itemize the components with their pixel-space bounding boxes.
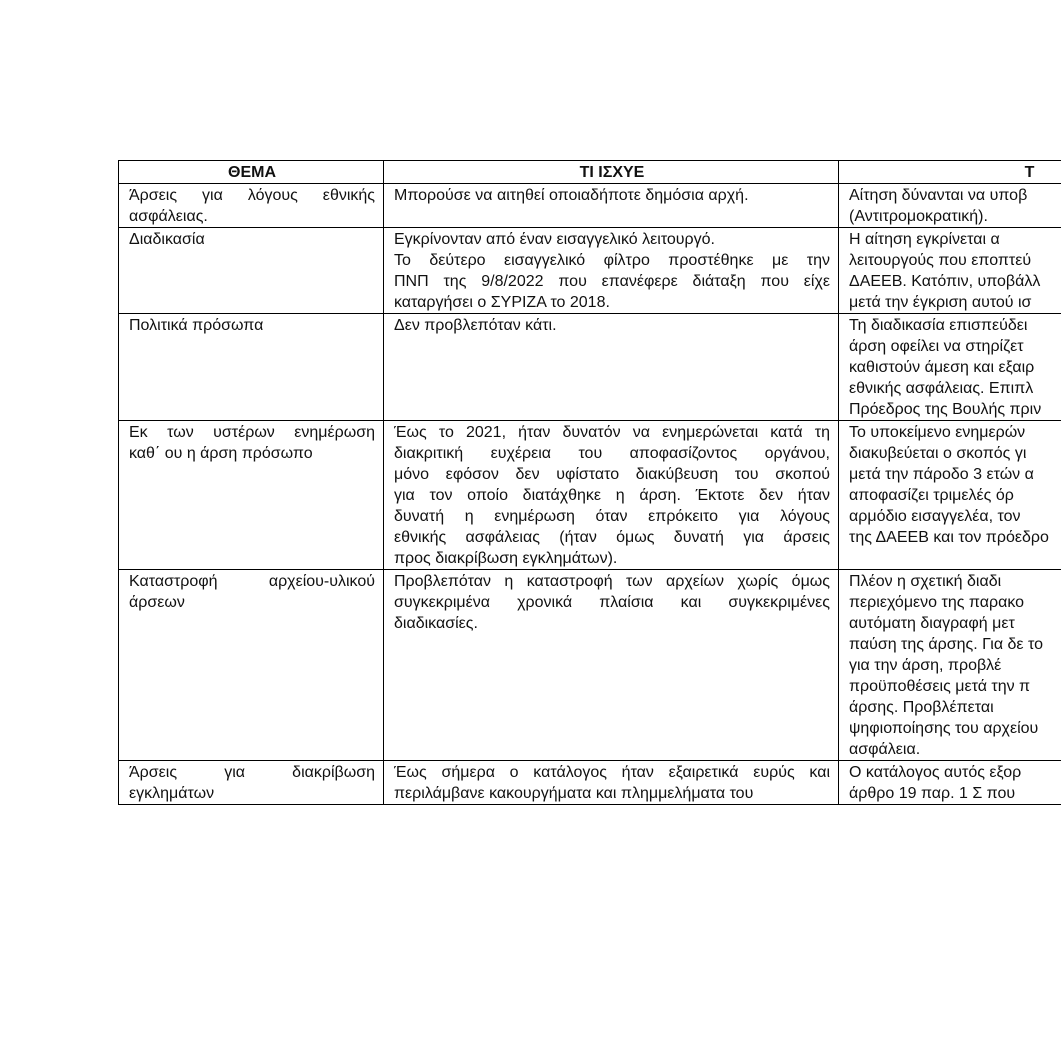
- table-row: [119, 421, 1061, 570]
- cell-text-line: δυνατή η ενημέρωση όταν επρόκειτο για λόγους: [394, 508, 830, 525]
- cell-text-line: ψηφιοποίησης του αρχείου: [849, 720, 1039, 737]
- cell-text-line: διαδικασίες.: [394, 615, 478, 632]
- table-row: [119, 184, 1061, 228]
- cell-text-line: Πολιτικά πρόσωπα: [129, 317, 264, 334]
- cell-text-line: για την άρση, προβλέ: [849, 657, 1002, 674]
- cell-text-line: Η αίτηση εγκρίνεται α: [849, 231, 1000, 248]
- header-now: Τ: [839, 161, 1061, 184]
- header-topic: ΘΕΜΑ: [119, 161, 384, 184]
- cell-before: [384, 228, 839, 314]
- cell-text-line: περιεχόμενο της παρακο: [849, 594, 1025, 611]
- cell-text-line: προς διακρίβωση εγκλημάτων).: [394, 550, 618, 567]
- cell-text-line: αποφασίζει τριμελές όρ: [849, 487, 1014, 504]
- cell-text-line: Το υποκείμενο ενημερών: [849, 424, 1026, 441]
- cell-text-line: άρθρο 19 παρ. 1 Σ που: [849, 785, 1016, 802]
- cell-text-line: μετά την πάροδο 3 ετών α: [849, 466, 1034, 483]
- cell-text-line: μόνο εφόσον δεν υφίστατο διακύβευση του σκοπού: [394, 466, 830, 483]
- cell-text-line: λειτουργούς που εποπτεύ: [849, 252, 1032, 269]
- cell-now: [839, 570, 1061, 761]
- cell-text-line: εθνικής ασφάλειας. Επιπλ: [849, 380, 1034, 397]
- cell-now: [839, 421, 1061, 570]
- cell-before: [384, 570, 839, 761]
- cell-text-line: ασφάλειας.: [129, 208, 208, 225]
- cell-text-line: συγκεκριμένα χρονικά πλαίσια και συγκεκριμένες: [394, 594, 830, 611]
- cell-now: [839, 314, 1061, 421]
- cell-text-line: άρσης. Προβλέπεται: [849, 699, 994, 716]
- cell-before: [384, 184, 839, 228]
- cell-now: [839, 228, 1061, 314]
- cell-text-line: Καταστροφή αρχείου-υλικού: [129, 573, 375, 590]
- cell-topic: [119, 761, 384, 805]
- cell-text-line: διακριτική ευχέρεια του αποφασίζοντος οργάνου,: [394, 445, 830, 462]
- cell-paragraph: [394, 571, 830, 634]
- cell-text-line: εγκλημάτων: [129, 785, 215, 802]
- cell-text-line: Άρσεις για διακρίβωση: [129, 764, 375, 781]
- cell-topic: [119, 421, 384, 570]
- cell-text-line: Εγκρίνονταν από έναν εισαγγελικό λειτουργό.: [394, 231, 715, 248]
- cell-text-line: ΠΝΠ της 9/8/2022 που επανέφερε διάταξη που είχε: [394, 273, 830, 290]
- cell-paragraph: [394, 315, 830, 336]
- cell-paragraph: [394, 422, 830, 569]
- cell-text-line: Πρόεδρος της Βουλής πριν: [849, 401, 1042, 418]
- table-row: [119, 570, 1061, 761]
- header-before: ΤΙ ΙΣΧΥΕ: [384, 161, 839, 184]
- cell-text-line: (Αντιτρομοκρατική).: [849, 208, 988, 225]
- cell-text-line: παύση της άρσης. Για δε το: [849, 636, 1043, 653]
- cell-text-line: εθνικής ασφάλειας (ήταν όμως δυνατή για άρσεις: [394, 529, 830, 546]
- cell-text-line: άρση οφείλει να στηρίζετ: [849, 338, 1024, 355]
- cell-text-line: προϋποθέσεις μετά την π: [849, 678, 1031, 695]
- cell-text-line: αυτόματη διαγραφή μετ: [849, 615, 1015, 632]
- cell-now: [839, 761, 1061, 805]
- cell-text-line: Ο κατάλογος αυτός εξορ: [849, 764, 1022, 781]
- cell-paragraph: [394, 762, 830, 804]
- cell-paragraph: [394, 185, 830, 206]
- comparison-table: [118, 160, 1061, 805]
- cell-text-line: Άρσεις για λόγους εθνικής: [129, 187, 375, 204]
- cell-text-line: ΔΑΕΕΒ. Κατόπιν, υποβάλλ: [849, 273, 1041, 290]
- cell-topic: [119, 570, 384, 761]
- cell-text-line: Το δεύτερο εισαγγελικό φίλτρο προστέθηκε με την: [394, 252, 830, 269]
- cell-text-line: Αίτηση δύνανται να υποβ: [849, 187, 1028, 204]
- cell-text-line: Προβλεπόταν η καταστροφή των αρχείων χωρίς όμως: [394, 573, 830, 590]
- cell-now: [839, 184, 1061, 228]
- cell-text-line: της ΔΑΕΕΒ και τον πρόεδρο: [849, 529, 1049, 546]
- cell-text-line: για τον οποίο διατάχθηκε η άρση. Έκτοτε δεν ήταν: [394, 487, 830, 504]
- cell-paragraph: [394, 250, 830, 313]
- cell-text-line: Διαδικασία: [129, 231, 205, 248]
- table-row: [119, 228, 1061, 314]
- table-header-row: [119, 161, 1061, 184]
- cell-text-line: Έως σήμερα ο κατάλογος ήταν εξαιρετικά ευρύς και: [394, 764, 830, 781]
- cell-text-line: άρσεων: [129, 594, 185, 611]
- cell-paragraph: [394, 229, 830, 250]
- cell-text-line: αρμόδιο εισαγγελέα, τον: [849, 508, 1021, 525]
- cell-text-line: Πλέον η σχετική διαδι: [849, 573, 1002, 590]
- cell-text-line: διακυβεύεται ο σκοπός γι: [849, 445, 1027, 462]
- cell-before: [384, 314, 839, 421]
- cell-text-line: περιλάμβανε κακουργήματα και πλημμελήματα του: [394, 785, 754, 802]
- table-body: [119, 184, 1061, 805]
- table-row: [119, 761, 1061, 805]
- cell-topic: [119, 228, 384, 314]
- cell-topic: [119, 184, 384, 228]
- cell-text-line: Τη διαδικασία επισπεύδει: [849, 317, 1028, 334]
- cell-topic: [119, 314, 384, 421]
- cell-text-line: μετά την έγκριση αυτού ισ: [849, 294, 1032, 311]
- cell-text-line: καθ΄ ου η άρση πρόσωπο: [129, 445, 313, 462]
- cell-text-line: Έως το 2021, ήταν δυνατόν να ενημερώνεται κατά τη: [394, 424, 830, 441]
- cell-text-line: καταργήσει ο ΣΥΡΙΖΑ το 2018.: [394, 294, 610, 311]
- cell-text-line: ασφάλεια.: [849, 741, 921, 758]
- cell-text-line: Μπορούσε να αιτηθεί οποιαδήποτε δημόσια αρχή.: [394, 187, 749, 204]
- cell-text-line: καθιστούν άμεση και εξαιρ: [849, 359, 1035, 376]
- cell-text-line: Δεν προβλεπόταν κάτι.: [394, 317, 557, 334]
- table-row: [119, 314, 1061, 421]
- cell-before: [384, 421, 839, 570]
- cell-before: [384, 761, 839, 805]
- cell-text-line: Εκ των υστέρων ενημέρωση: [129, 424, 375, 441]
